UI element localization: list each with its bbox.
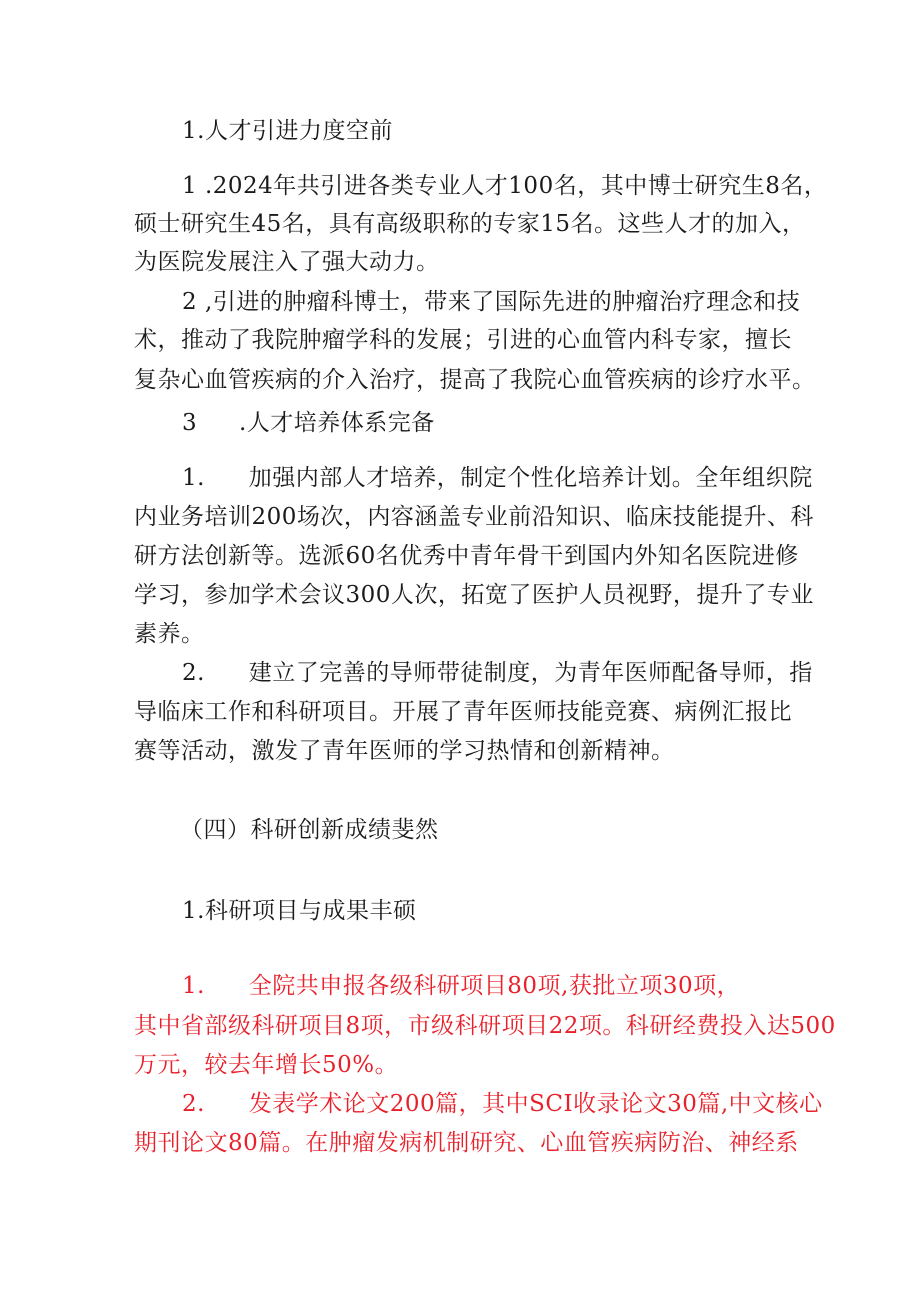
para-2-number: 2	[182, 289, 198, 315]
para-3-text: 加强内部人才培养，制定个性化培养计划。全年组织院	[248, 465, 813, 491]
para-2-line-3: 复杂心血管疾病的介入治疗，提高了我院心血管疾病的诊疗水平。	[134, 367, 816, 393]
para-2-line-1	[182, 284, 800, 321]
para-4-line-2: 导临床工作和科研项目。开展了青年医师技能竞赛、病例汇报比	[134, 699, 792, 725]
para-4-text: 建立了完善的导师带徒制度，为青年医师配备导师，指	[248, 660, 813, 686]
para-5-line-2: 其中省部级科研项目8项，市级科研项目22项。科研经费投入达500	[134, 1013, 836, 1039]
para-3-line-5: 素养。	[134, 621, 205, 647]
para-3-line-1	[182, 460, 813, 497]
para-4-number: 2.	[182, 660, 205, 686]
para-5-number: 1.	[182, 973, 205, 999]
para-6-number: 2.	[182, 1091, 205, 1117]
para-2-text: ,引进的肿瘤科博士，带来了国际先进的肿瘤治疗理念和技	[204, 289, 801, 315]
para-5-text: 全院共申报各级科研项目80项,获批立项30项，	[248, 973, 741, 999]
para-1-line-3: 为医院发展注入了强大动力。	[134, 249, 440, 275]
heading-training-text: .人才培养体系完备	[238, 410, 435, 436]
para-4-line-3: 赛等活动，激发了青年医师的学习热情和创新精神。	[134, 738, 675, 764]
para-1-text: .2024年共引进各类专业人才100名，其中博士研究生8名，	[204, 173, 828, 199]
para-1-line-2: 硕士研究生45名，具有高级职称的专家15名。这些人才的加入，	[134, 211, 806, 237]
para-6-line-2: 期刊论文80篇。在肿瘤发病机制研究、心血管疾病防治、神经系	[134, 1130, 799, 1156]
para-3-line-2: 内业务培训200场次，内容涵盖专业前沿知识、临床技能提升、科	[134, 504, 814, 530]
heading-training-system	[182, 405, 435, 442]
section-heading-research: （四）科研创新成绩斐然	[180, 817, 439, 843]
heading-talent-introduction: 1.人才引进力度空前	[182, 118, 393, 144]
heading-research-projects: 1.科研项目与成果丰硕	[182, 898, 417, 924]
heading-training-number: 3	[182, 410, 198, 436]
para-6-line-1	[182, 1086, 823, 1123]
para-1-number: 1	[182, 173, 198, 199]
para-1-line-1	[182, 168, 827, 205]
para-3-number: 1.	[182, 465, 205, 491]
para-5-line-3: 万元，较去年增长50%。	[134, 1052, 399, 1078]
para-5-line-1	[182, 968, 740, 1005]
para-3-line-4: 学习，参加学术会议300人次，拓宽了医护人员视野，提升了专业	[134, 582, 814, 608]
para-2-line-2: 术，推动了我院肿瘤学科的发展；引进的心血管内科专家，擅长	[134, 327, 792, 353]
para-4-line-1	[182, 655, 813, 692]
para-3-line-3: 研方法创新等。选派60名优秀中青年骨干到国内外知名医院进修	[134, 543, 799, 569]
para-6-text: 发表学术论文200篇，其中SCI收录论文30篇,中文核心	[248, 1091, 823, 1117]
